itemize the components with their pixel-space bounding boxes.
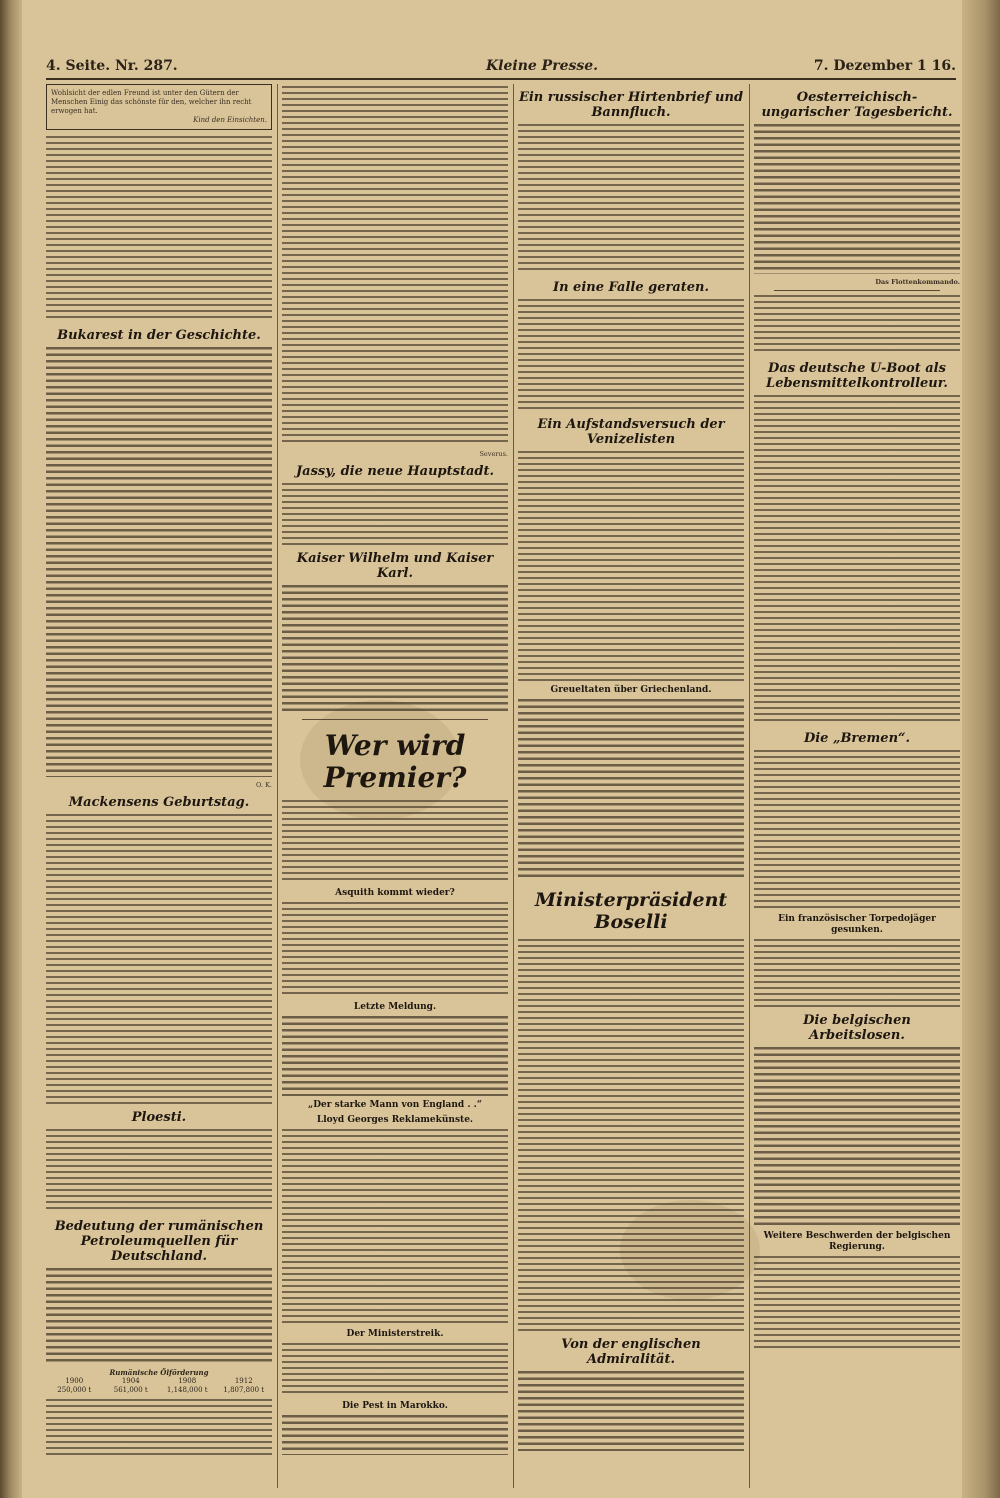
table-value: 1,148,000 t xyxy=(166,1386,208,1394)
article-text xyxy=(518,124,744,274)
table-value: 250,000 t xyxy=(57,1386,92,1394)
article-text xyxy=(518,451,744,681)
column-rule xyxy=(277,84,278,1488)
newspaper-title: Kleine Presse. xyxy=(486,58,599,74)
article-text xyxy=(754,750,960,910)
article-text xyxy=(46,814,272,1104)
oil-production-table xyxy=(46,1368,272,1395)
headline-kaiser: Kaiser Wilhelm und Kaiser Karl. xyxy=(296,551,494,581)
headline-falle: In eine Falle geraten. xyxy=(552,280,710,295)
article-text xyxy=(282,1129,508,1325)
article-text xyxy=(282,1415,508,1455)
table-year: 1908 xyxy=(178,1377,197,1385)
headline-mackensen: Mackensens Geburtstag. xyxy=(68,795,250,810)
article-signoff: Severus. xyxy=(479,450,508,458)
quote-box xyxy=(46,84,272,130)
page-binding xyxy=(0,0,22,1498)
separator xyxy=(302,719,488,720)
quote-text: Wohlsicht der edlen Freund ist unter den Gütern der Menschen Einig das schönste für den, welcher ihn recht erwogen hat. xyxy=(51,89,252,115)
article-text xyxy=(46,347,272,777)
headline-aufstandsversuch: Ein Aufstandsversuch der Venizelisten xyxy=(537,417,725,447)
article-text xyxy=(518,939,744,1331)
column-rule xyxy=(749,84,750,1488)
headline-petroleum: Bedeutung der rumänischen Petroleumquellen für Deutschland. xyxy=(54,1219,264,1264)
headline-pest: Die Pest in Marokko. xyxy=(342,1401,448,1411)
table-year: 1900 xyxy=(65,1377,84,1385)
headline-tagesbericht: Oesterreichisch-ungarischer Tagesbericht. xyxy=(761,90,953,120)
article-text xyxy=(282,1016,508,1096)
article-text xyxy=(46,136,272,322)
masthead xyxy=(46,56,956,80)
article-text xyxy=(282,800,508,884)
column-2 xyxy=(282,84,508,1488)
separator xyxy=(774,290,940,291)
headline-admiralitaet: Von der englischen Admiralität. xyxy=(561,1337,701,1367)
table-value: 561,000 t xyxy=(113,1386,148,1394)
headline-bremen: Die „Bremen“. xyxy=(803,731,911,746)
article-text xyxy=(754,124,960,274)
headline-premier: Wer wird Premier? xyxy=(323,729,467,794)
table-title: Rumänische Ölförderung xyxy=(109,1368,209,1377)
subheadline-reklame: Lloyd Georges Reklamekünste. xyxy=(316,1115,474,1125)
article-text xyxy=(46,1399,272,1459)
article-text xyxy=(754,395,960,725)
column-3 xyxy=(518,84,744,1488)
column-rule xyxy=(513,84,514,1488)
article-signature: Das Flottenkommando. xyxy=(875,278,960,286)
headline-boselli: Ministerpräsident Boselli xyxy=(534,889,728,933)
article-text xyxy=(282,585,508,715)
headline-arbeitslose: Die belgischen Arbeitslosen. xyxy=(803,1013,911,1043)
table-value: 1,807,800 t xyxy=(223,1386,265,1394)
headline-hirtenbrief: Ein russischer Hirtenbrief und Bannfluch. xyxy=(518,90,744,120)
article-text xyxy=(282,902,508,998)
article-text xyxy=(46,1268,272,1364)
headline-torpedojaeger: Ein französischer Torpedojäger gesunken. xyxy=(778,914,936,935)
page-edge xyxy=(962,0,1000,1498)
article-text xyxy=(754,939,960,1007)
headline-asquith: Asquith kommt wieder? xyxy=(335,888,455,898)
article-signoff: O. K. xyxy=(255,781,272,789)
headline-u-boot: Das deutsche U-Boot als Lebensmittelkontrolleur. xyxy=(766,361,948,391)
headline-starke-mann: „Der starke Mann von England . .“ xyxy=(308,1100,482,1110)
column-4 xyxy=(754,84,960,1488)
article-text xyxy=(282,1343,508,1397)
table-year: 1904 xyxy=(121,1377,140,1385)
article-text xyxy=(754,1047,960,1227)
headline-letzte-meldung: Letzte Meldung. xyxy=(353,1002,437,1012)
quote-signature: Kind den Einsichten. xyxy=(193,116,267,124)
headline-bukarest: Bukarest in der Geschichte. xyxy=(57,328,261,343)
page-number: 4. Seite. Nr. 287. xyxy=(46,58,178,74)
article-text xyxy=(518,699,744,879)
article-text xyxy=(518,299,744,411)
table-year: 1912 xyxy=(234,1377,253,1385)
headline-greueltaten: Greueltaten über Griechenland. xyxy=(550,685,712,695)
article-text xyxy=(282,483,508,545)
article-text xyxy=(46,1129,272,1213)
column-1 xyxy=(46,84,272,1488)
headline-ploesti: Ploesti. xyxy=(131,1110,187,1125)
article-text xyxy=(518,1371,744,1451)
issue-date: 7. Dezember 1 16. xyxy=(813,58,956,74)
headline-ministerstreik: Der Ministerstreik. xyxy=(346,1329,444,1339)
headline-jassy: Jassy, die neue Hauptstadt. xyxy=(296,464,494,479)
article-text xyxy=(282,86,508,446)
article-text xyxy=(754,295,960,355)
headline-beschwerden: Weitere Beschwerden der belgischen Regierung. xyxy=(763,1231,951,1252)
article-text xyxy=(754,1256,960,1348)
